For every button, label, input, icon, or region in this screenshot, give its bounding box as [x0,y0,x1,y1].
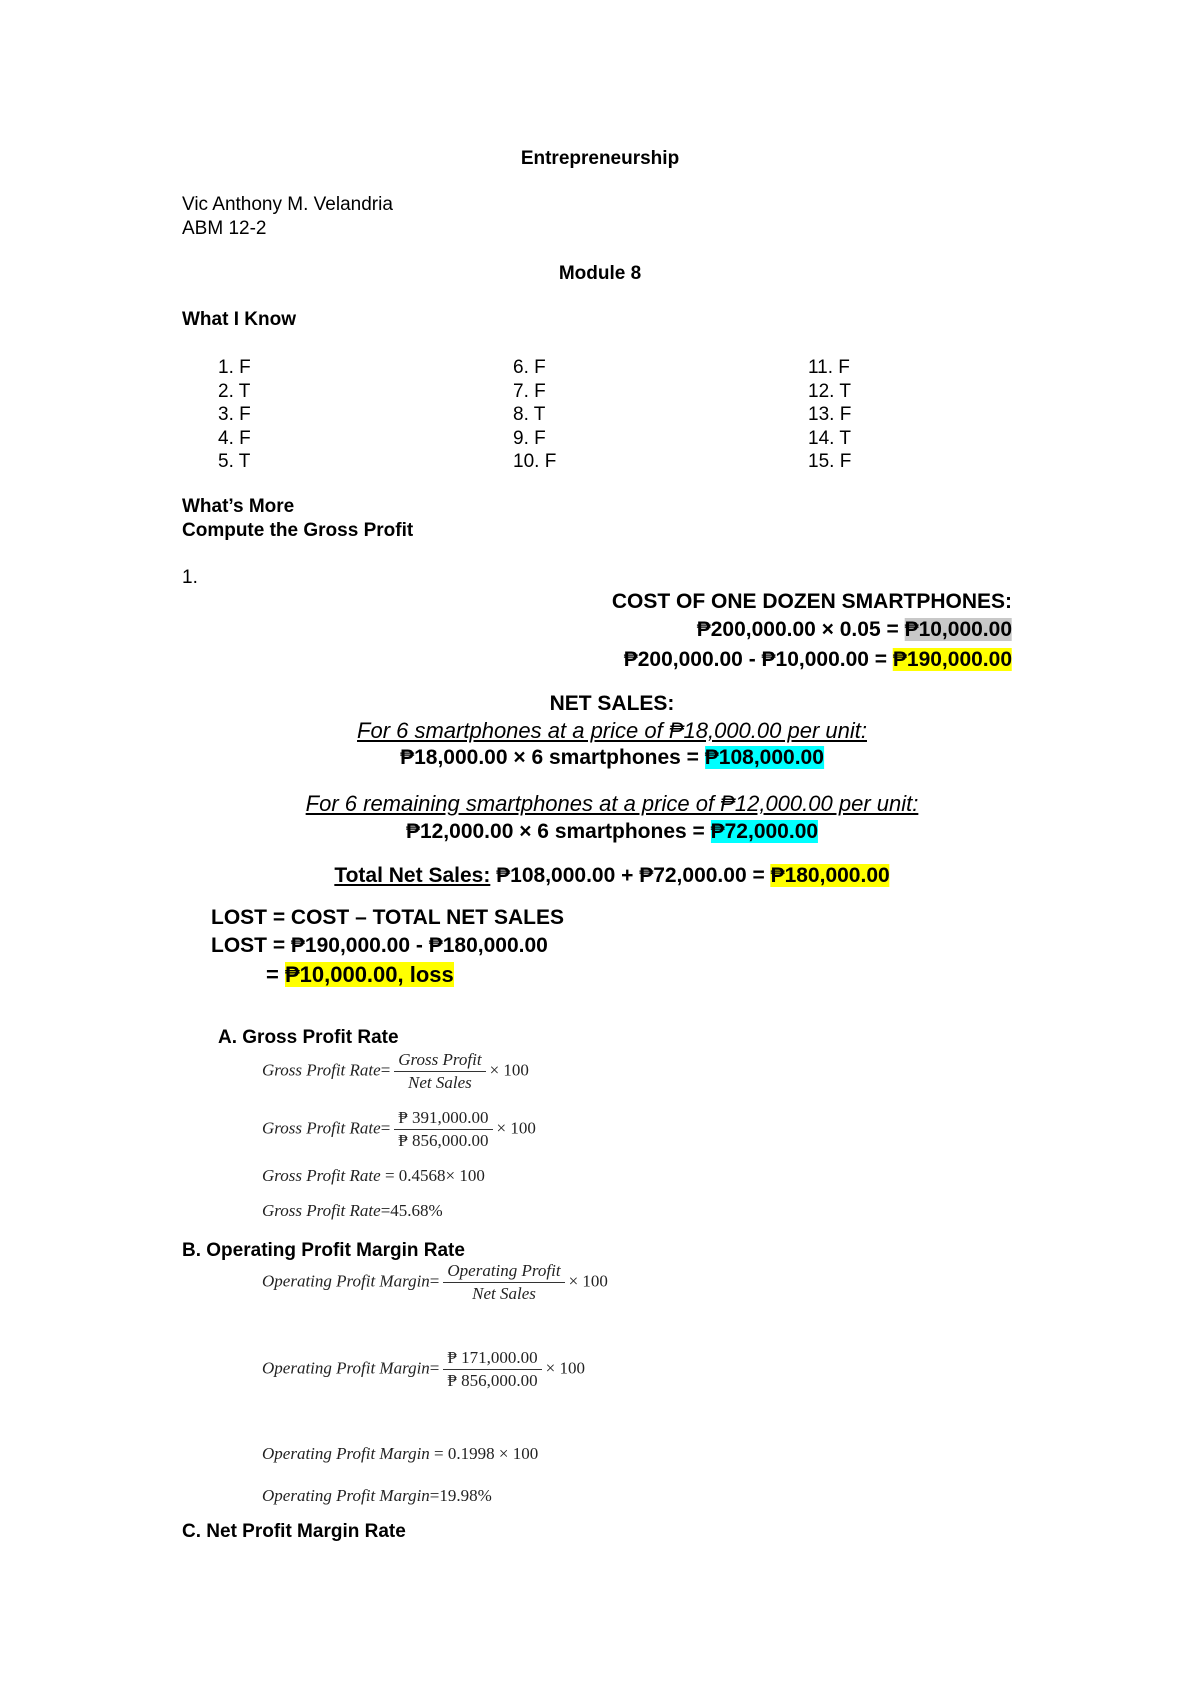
formula-label: Gross Profit Rate [262,1201,381,1220]
formula-value: 19.98% [439,1486,492,1505]
answer-item: 15. F [808,451,852,472]
cost-heading: COST OF ONE DOZEN SMARTPHONES: [611,590,1012,613]
formula-denominator: Net Sales [408,1073,472,1092]
formula-value: 45.68% [390,1201,443,1220]
net-sales-sub-2: For 6 remaining smartphones at a price of ₱12,000.00 per unit: [305,791,919,816]
formula-label: Gross Profit Rate [262,1118,381,1138]
formula-label: Gross Profit Rate [262,1166,381,1185]
document-title: Entrepreneurship [520,148,680,169]
cost-line-1-result: ₱10,000.00 [904,618,1012,641]
formula-denominator: ₱ 856,000.00 [398,1131,489,1150]
loss-calculation: LOST = ₱190,000.00 - ₱180,000.00 [211,934,548,957]
answer-item: 10. F [513,451,557,472]
gross-profit-rate-formula-4: Gross Profit Rate=45.68% [262,1201,443,1220]
formula-numerator: Gross Profit [394,1050,485,1072]
total-net-sales-expression: ₱108,000.00 + ₱72,000.00 = [490,864,771,887]
formula-label: Operating Profit Margin [262,1358,430,1378]
answer-item: 11. F [808,357,850,378]
answer-item: 9. F [513,427,546,449]
whats-more-heading: What’s More [182,496,295,517]
formula-multiplier: × 100 [568,1271,608,1291]
total-net-sales-label: Total Net Sales: [334,864,491,887]
what-i-know-heading: What I Know [182,309,296,330]
net-sales-calc-1-expression: ₱18,000.00 × 6 smartphones = [400,746,705,769]
loss-result-equals: = [266,962,285,987]
answer-item: 4. F [218,427,251,449]
net-sales-calc-1 [400,746,824,770]
answer-item: 6. F [513,357,546,378]
answer-item: 7. F [513,380,546,402]
formula-label: Gross Profit Rate [262,1060,381,1080]
formula-label: Operating Profit Margin [262,1444,430,1463]
formula-numerator: ₱ 171,000.00 [443,1348,541,1370]
answers-column-1 [218,356,251,474]
compute-gross-profit-heading: Compute the Gross Profit [182,520,414,541]
answers-column-3 [808,356,851,474]
answer-item: 8. T [513,404,546,425]
formula-value: 0.4568× 100 [398,1166,485,1185]
gross-profit-rate-formula-2: Gross Profit Rate= $\frac{₱ 391,000.00}{₱ 856,000.00}$ × 100 [262,1108,536,1150]
net-sales-calc-2-expression: ₱12,000.00 × 6 smartphones = [405,820,711,843]
cost-line-2-expression: ₱200,000.00 - ₱10,000.00 = [623,648,893,671]
gross-profit-rate-formula-3: Gross Profit Rate = 0.4568× 100 [262,1166,485,1185]
answers-column-2 [513,356,556,474]
item-number: 1. [182,567,198,588]
formula-denominator: Net Sales [472,1284,536,1303]
operating-profit-heading: B. Operating Profit Margin Rate [182,1240,465,1261]
total-net-sales [334,864,889,888]
student-name: Vic Anthony M. Velandria [182,194,393,215]
answer-item: 5. T [218,451,251,472]
student-section: ABM 12-2 [182,218,267,239]
formula-multiplier: × 100 [545,1358,585,1378]
formula-label: Operating Profit Margin [262,1271,430,1291]
net-profit-heading: C. Net Profit Margin Rate [182,1521,406,1542]
formula-multiplier: × 100 [496,1118,536,1138]
formula-multiplier: × 100 [489,1060,529,1080]
gross-profit-rate-formula-1: Gross Profit Rate= $\frac{\text{Gross Profit}}{\text{Net Sales}}$ × 100 [262,1050,529,1092]
gross-profit-rate-heading: A. Gross Profit Rate [218,1027,399,1048]
net-sales-calc-2 [406,820,818,844]
cost-line-1-expression: ₱200,000.00 × 0.05 = [696,618,905,641]
formula-value: 0.1998 × 100 [447,1444,539,1463]
operating-profit-formula-2: Operating Profit Margin= $\frac{₱ 171,000.00}{₱ 856,000.00}$ × 100 [262,1348,585,1390]
operating-profit-formula-4: Operating Profit Margin=19.98% [262,1486,492,1505]
operating-profit-formula-3: Operating Profit Margin = 0.1998 × 100 [262,1444,539,1463]
answer-item: 13. F [808,404,852,425]
cost-line-2 [624,648,1012,672]
cost-line-1 [697,618,1012,642]
net-sales-heading: NET SALES: [549,692,675,715]
formula-numerator: ₱ 391,000.00 [394,1108,492,1130]
operating-profit-formula-1: Operating Profit Margin= $\frac{\text{Operating Profit}}{\text{Net Sales}}$ × 100 [262,1261,608,1303]
answer-item: 14. T [808,427,851,449]
answer-item: 2. T [218,380,251,402]
total-net-sales-result: ₱180,000.00 [770,864,890,887]
answer-item: 3. F [218,404,251,425]
loss-result [266,962,454,988]
formula-denominator: ₱ 856,000.00 [447,1371,538,1390]
net-sales-calc-1-result: ₱108,000.00 [704,746,824,769]
loss-result-value: ₱10,000.00, loss [284,962,454,987]
cost-line-2-result: ₱190,000.00 [892,648,1012,671]
answer-item: 12. T [808,380,851,402]
module-title: Module 8 [558,263,642,284]
formula-numerator: Operating Profit [443,1261,564,1283]
formula-label: Operating Profit Margin [262,1486,430,1505]
net-sales-sub-1: For 6 smartphones at a price of ₱18,000.00 per unit: [357,718,867,743]
loss-formula: LOST = COST – TOTAL NET SALES [211,906,564,929]
answer-item: 1. F [218,357,251,378]
net-sales-calc-2-result: ₱72,000.00 [710,820,819,843]
